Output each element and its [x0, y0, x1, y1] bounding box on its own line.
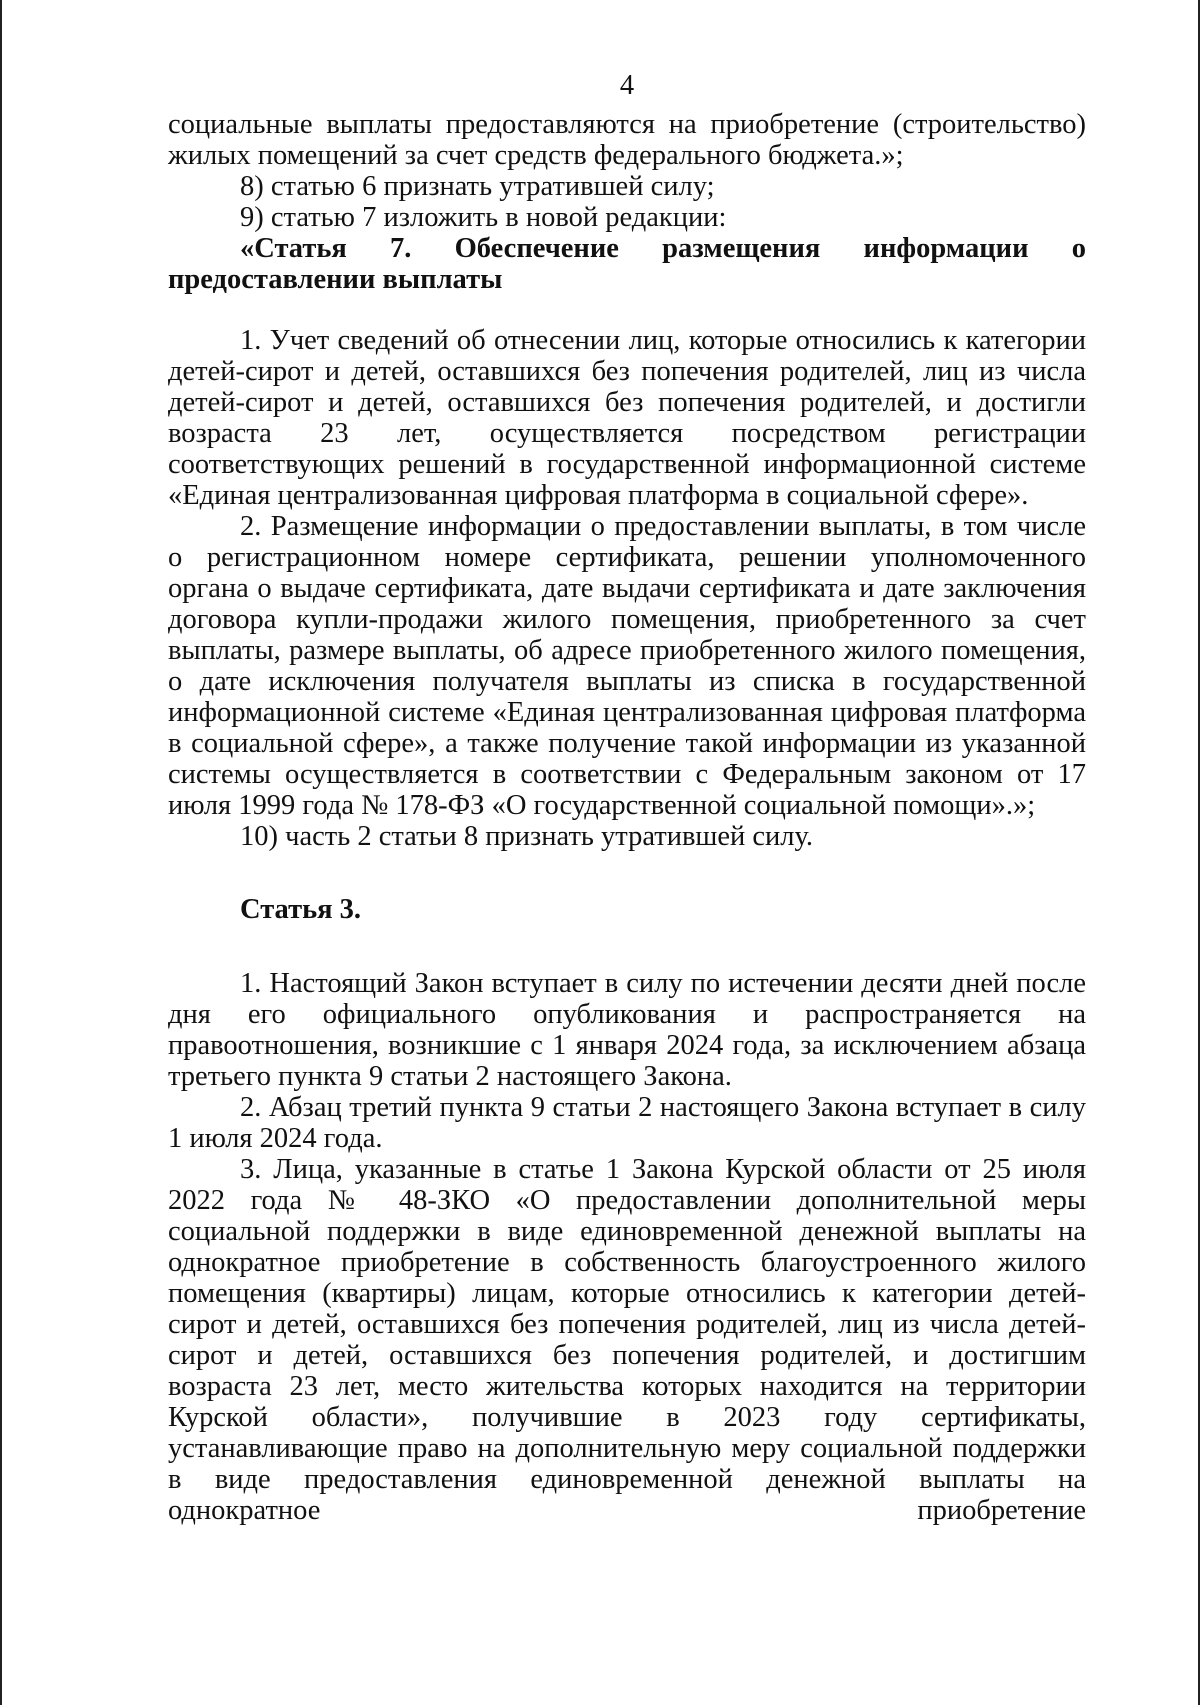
scan-border-left: [0, 0, 2, 1705]
article-3-paragraph-2: 2. Абзац третий пункта 9 статьи 2 настоящего Закона вступает в силу 1 июля 2024 года.: [168, 1092, 1086, 1154]
article-3-paragraph-3: 3. Лица, указанные в статье 1 Закона Курской области от 25 июля 2022 года № 48-ЗКО «О предоставлении дополнительной меры социальной поддержки в виде единовременной денежной выплаты на однократное приобретение в собственность благоустроенного жилого помещения (квартиры) лицам, которые относились к категории детей-сирот и детей, оставшихся без попечения родителей, лиц из числа детей-сирот и детей, оставшихся без попечения родителей, и достигшим возраста 23 лет, место жительства которых находится на территории Курской области», получившие в 2023 году сертификаты, устанавливающие право на дополнительную меру социальной поддержки в виде предоставления единовременной денежной выплаты на однократное приобретение: [168, 1154, 1086, 1526]
page-number: 4: [619, 70, 635, 101]
list-item-8: 8) статью 6 признать утратившей силу;: [240, 171, 715, 202]
spacer: [168, 295, 1086, 325]
article-7-paragraph-2: 2. Размещение информации о предоставлении выплаты, в том числе о регистрационном номере сертификата, решении уполномоченного органа о выдаче сертификата, дате выдачи сертификата и дате заключения договора купли-продажи жилого помещения, приобретенного за счет выплаты, размере выплаты, об адресе приобретенного жилого помещения, о дате исключения получателя выплаты из списка в государственной информационной системе «Единая централизованная цифровая платформа в социальной сфере», а также получение такой информации из указанной системы осуществляется в соответствии с Федеральным законом от 17 июля 1999 года № 178-ФЗ «О государственной социальной помощи».»;: [168, 511, 1086, 821]
list-item-9: 9) статью 7 изложить в новой редакции:: [240, 202, 727, 233]
article-3-heading: Статья 3.: [240, 894, 362, 925]
paragraph-intro: социальные выплаты предоставляются на приобретение (строительство) жилых помещений за счет средств федерального бюджета.»;: [168, 109, 1086, 171]
article-7-heading: «Статья 7. Обеспечение размещения информации о предоставлении выплаты: [168, 233, 1086, 295]
article-7-paragraph-1: 1. Учет сведений об отнесении лиц, которые относились к категории детей-сирот и детей, оставшихся без попечения родителей, лиц из числа детей-сирот и детей, оставшихся без попечения родителей, и достигли возраста 23 лет, осуществляется посредством регистрации соответствующих решений в государственной информационной системе «Единая централизованная цифровая платформа в социальной сфере».: [168, 325, 1086, 511]
article-3-paragraph-1: 1. Настоящий Закон вступает в силу по истечении десяти дней после дня его официального опубликования и распространяется на правоотношения, возникшие с 1 января 2024 года, за исключением абзаца третьего пункта 9 статьи 2 настоящего Закона.: [168, 968, 1086, 1092]
list-item-10: 10) часть 2 статьи 8 признать утратившей силу.: [240, 821, 814, 852]
document-page: [168, 70, 1086, 1526]
